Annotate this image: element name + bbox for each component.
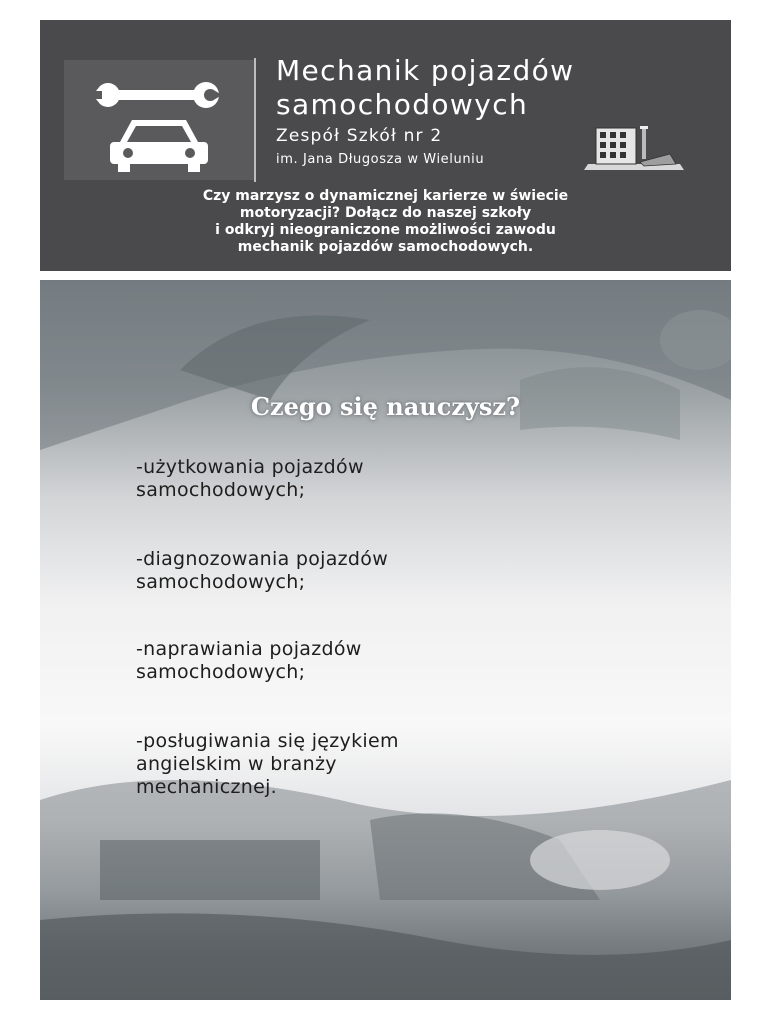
list-item-line: samochodowych; <box>136 479 306 501</box>
title-line-2: samochodowych <box>276 88 529 121</box>
list-item-line: -posługiwania się językiem <box>136 730 399 752</box>
list-item <box>136 730 596 799</box>
list-item <box>136 548 596 594</box>
section-title: Czego się nauczysz? <box>250 392 521 421</box>
list-item <box>136 456 596 502</box>
list-item-line: -diagnozowania pojazdów <box>136 548 389 570</box>
intro-text <box>100 188 671 256</box>
list-item-line: samochodowych; <box>136 571 306 593</box>
page-title <box>276 54 574 122</box>
intro-line-1: Czy marzysz o dynamicznej karierze w świecie <box>202 188 569 204</box>
school-logo <box>584 124 684 170</box>
header-divider <box>254 58 256 182</box>
intro-line-4: mechanik pojazdów samochodowych. <box>237 239 534 255</box>
list-item-line: -użytkowania pojazdów <box>136 456 364 478</box>
list-item-line: angielskim w branży <box>136 753 337 775</box>
school-patron: im. Jana Długosza w Wieluniu <box>276 152 485 167</box>
intro-line-3: i odkryj nieograniczone możliwości zawodu <box>215 222 556 238</box>
icon-box <box>64 60 254 180</box>
background-photo <box>40 280 731 1000</box>
list-item <box>136 638 596 684</box>
header-banner <box>40 20 731 271</box>
list-item-line: samochodowych; <box>136 661 306 683</box>
school-name: Zespół Szkół nr 2 <box>276 126 443 146</box>
list-item-line: -naprawiania pojazdów <box>136 638 362 660</box>
intro-line-2: motoryzacji? Dołącz do naszej szkoły <box>239 205 532 221</box>
wrench-icon <box>64 60 254 180</box>
list-item-line: mechanicznej. <box>136 776 278 798</box>
title-line-1: Mechanik pojazdów <box>276 54 575 87</box>
